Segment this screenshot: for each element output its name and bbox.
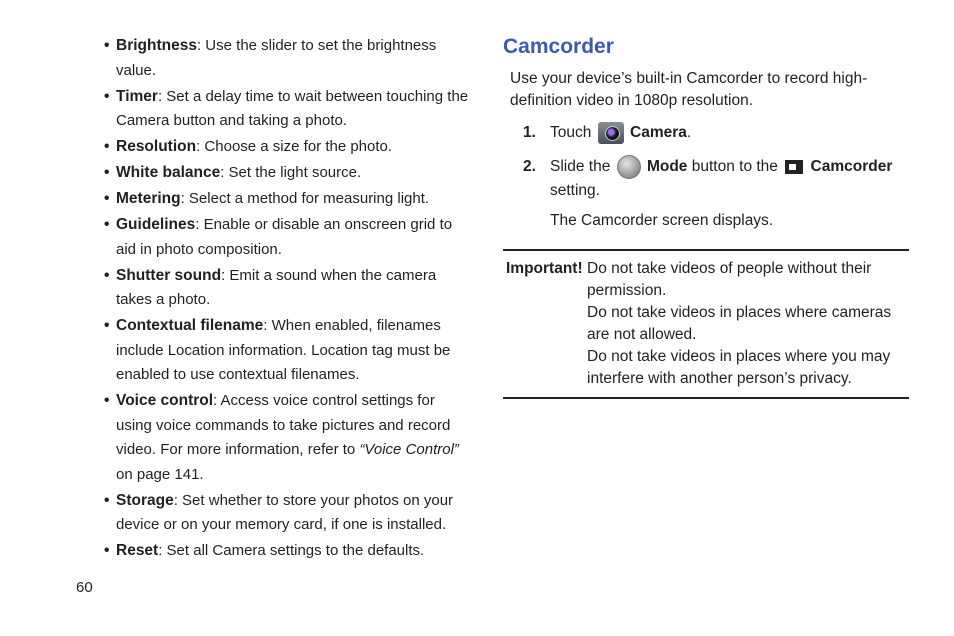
important-label: Important! (506, 260, 583, 277)
bullet-contextual-filename: • Contextual filename: When enabled, filenames include Location information. Location tag must be enabled to use contextual filenames. (104, 317, 451, 383)
section-title: Camcorder (503, 35, 614, 58)
page-number: 60 (76, 579, 93, 596)
step-result: The Camcorder screen displays. (550, 212, 774, 230)
camcorder-section (503, 34, 909, 232)
important-line-1: Do not take videos of people without their permission. (587, 260, 872, 299)
voice-control-link[interactable]: “Voice Control” (359, 441, 459, 458)
bullet-metering: • Metering: Select a method for measuring light. (104, 190, 430, 207)
mode-button-icon (617, 155, 641, 179)
settings-bullet-list (100, 34, 472, 565)
important-line-3: Do not take videos in places where you may interfere with another person’s privacy. (587, 348, 891, 387)
camcorder-icon (785, 160, 803, 174)
section-intro: Use your device’s built-in Camcorder to record high-definition video in 1080p resolution. (510, 70, 868, 109)
important-note (503, 249, 909, 399)
bullet-storage: • Storage: Set whether to store your photos on your device or on your memory card, if one is installed. (104, 491, 454, 533)
important-line-2: Do not take videos in places where cameras are not allowed. (587, 304, 892, 343)
bullet-shutter-sound: • Shutter sound: Emit a sound when the camera takes a photo. (104, 266, 437, 308)
bullet-voice-control: • Voice control: Access voice control settings for using voice commands to take pictures and record video. For more information, refer to “Voice Control” on page 141. (104, 392, 459, 483)
step-1: 1. Touch Camera. (503, 121, 909, 145)
step-2: 2. Slide the Mode button to the Camcorder setting. (503, 155, 909, 203)
camera-app-icon (598, 122, 624, 144)
bullet-reset: • Reset: Set all Camera settings to the defaults. (104, 542, 425, 559)
bullet-guidelines: • Guidelines: Enable or disable an onscreen grid to aid in photo composition. (104, 216, 453, 258)
bullet-white-balance: • White balance: Set the light source. (104, 164, 362, 181)
bullet-timer: • Timer: Set a delay time to wait between touching the Camera button and taking a photo. (104, 87, 469, 129)
bullet-resolution: • Resolution: Choose a size for the photo. (104, 138, 393, 155)
bullet-brightness: • Brightness: Use the slider to set the brightness value. (104, 37, 437, 79)
